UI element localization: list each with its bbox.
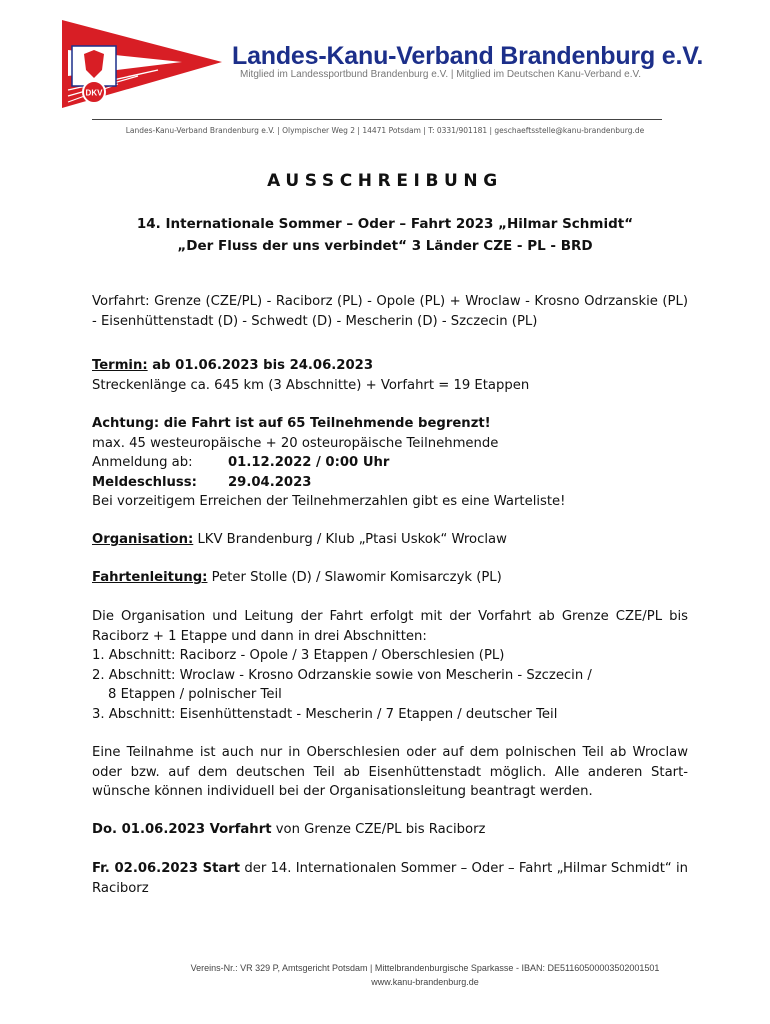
org-address: Landes-Kanu-Verband Brandenburg e.V. | Olympischer Weg 2 | 14471 Potsdam | T: 0331/901181 | geschaeftsstelle@kanu-brandenburg.de — [125, 126, 645, 135]
start-date-line — [92, 859, 688, 898]
termin-value: ab 01.06.2023 bis 24.06.2023 — [147, 358, 373, 373]
fahrtenleitung-value: Peter Stolle (D) / Slawomir Komisarczyk (PL) — [207, 570, 502, 585]
achtung-block — [92, 414, 688, 512]
doc-subtitle-1: 14. Internationale Sommer – Oder – Fahrt 2023 „Hilmar Schmidt“ — [136, 216, 634, 232]
footer-registration: Vereins-Nr.: VR 329 P, Amtsgericht Potsdam | Mittelbrandenburgische Sparkasse - IBAN: DE51160500003502001501 — [190, 963, 660, 973]
svg-text:DKV: DKV — [85, 88, 103, 98]
termin-block — [92, 356, 688, 395]
strecke-line: Streckenlänge ca. 645 km (3 Abschnitte) + Vorfahrt = 19 Etappen — [92, 377, 530, 393]
footer-website: www.kanu-brandenburg.de — [371, 977, 479, 987]
organisation-line — [92, 530, 688, 550]
fr-date: Fr. 02.06.2023 Start — [92, 861, 241, 876]
lkv-logo — [62, 20, 222, 110]
vorfahrt-date-line — [92, 820, 688, 840]
abschnitt-1: 1. Abschnitt: Raciborz - Opole / 3 Etappen / Oberschlesien (PL) — [92, 648, 505, 663]
termin-label: Termin: — [92, 358, 148, 373]
meldeschluss-label: Meldeschluss: — [92, 474, 197, 490]
organisation-paragraph — [92, 607, 688, 724]
max-line: max. 45 westeuropäische + 20 osteuropäische Teilnehmende — [92, 435, 499, 451]
anmeldung-value: 01.12.2022 / 0:00 Uhr — [228, 455, 390, 470]
fahrtenleitung-line — [92, 568, 688, 588]
abschnitt-2a: 2. Abschnitt: Wroclaw - Krosno Odrzanskie sowie von Mescherin - Szczecin / — [92, 667, 592, 683]
vorfahrt-paragraph: Vorfahrt: Grenze (CZE/PL) - Raciborz (PL) - Opole (PL) + Wroclaw - Krosno Odrzanskie (PL) - Eisenhüttenstadt (D) - Schwedt (D) - Mescherin (D) - Szczecin (PL) — [92, 294, 688, 329]
org-membership: Mitglied im Landessportbund Brandenburg e.V. | Mitglied im Deutschen Kanu-Verband e.V. — [240, 69, 641, 80]
fr-text: der 14. Internationalen Sommer – Oder – Fahrt „Hilmar Schmidt“ in Raciborz — [92, 861, 688, 896]
abschnitt-2b: 8 Etappen / polnischer Teil — [108, 687, 282, 702]
doc-title: AUSSCHREIBUNG — [267, 171, 503, 191]
anmeldung-label: Anmeldung ab: — [92, 455, 193, 470]
doc-subtitle-2: „Der Fluss der uns verbindet“ 3 Länder CZE - PL - BRD — [177, 238, 593, 254]
do-date: Do. 01.06.2023 Vorfahrt — [92, 822, 272, 837]
organisation-value: LKV Brandenburg / Klub „Ptasi Uskok“ Wroclaw — [193, 532, 507, 547]
teilnahme-paragraph: Eine Teilnahme ist auch nur in Oberschlesien oder auf dem polnischen Teil ab Wroclaw oder bzw. auf dem deutschen Teil ab Eisenhüttenstadt möglich. Alle anderen Start-wünsche können individuell bei der Organisationsleitung beantragt werden. — [92, 745, 688, 799]
header-divider — [92, 119, 662, 120]
org-para-text: Die Organisation und Leitung der Fahrt erfolgt mit der Vorfahrt ab Grenze CZE/PL bis Raciborz + 1 Etappe und dann in drei Abschnitten: — [92, 609, 688, 644]
fahrtenleitung-label: Fahrtenleitung: — [92, 570, 208, 585]
do-text: von Grenze CZE/PL bis Raciborz — [271, 822, 486, 837]
meldeschluss-value: 29.04.2023 — [228, 474, 312, 490]
warteliste-line: Bei vorzeitigem Erreichen der Teilnehmerzahlen gibt es eine Warteliste! — [92, 494, 566, 509]
organisation-label: Organisation: — [92, 532, 194, 547]
abschnitt-3: 3. Abschnitt: Eisenhüttenstadt - Mescherin / 7 Etappen / deutscher Teil — [92, 706, 558, 722]
achtung-line: Achtung: die Fahrt ist auf 65 Teilnehmende begrenzt! — [92, 416, 491, 431]
org-name: Landes-Kanu-Verband Brandenburg e.V. — [232, 42, 704, 70]
